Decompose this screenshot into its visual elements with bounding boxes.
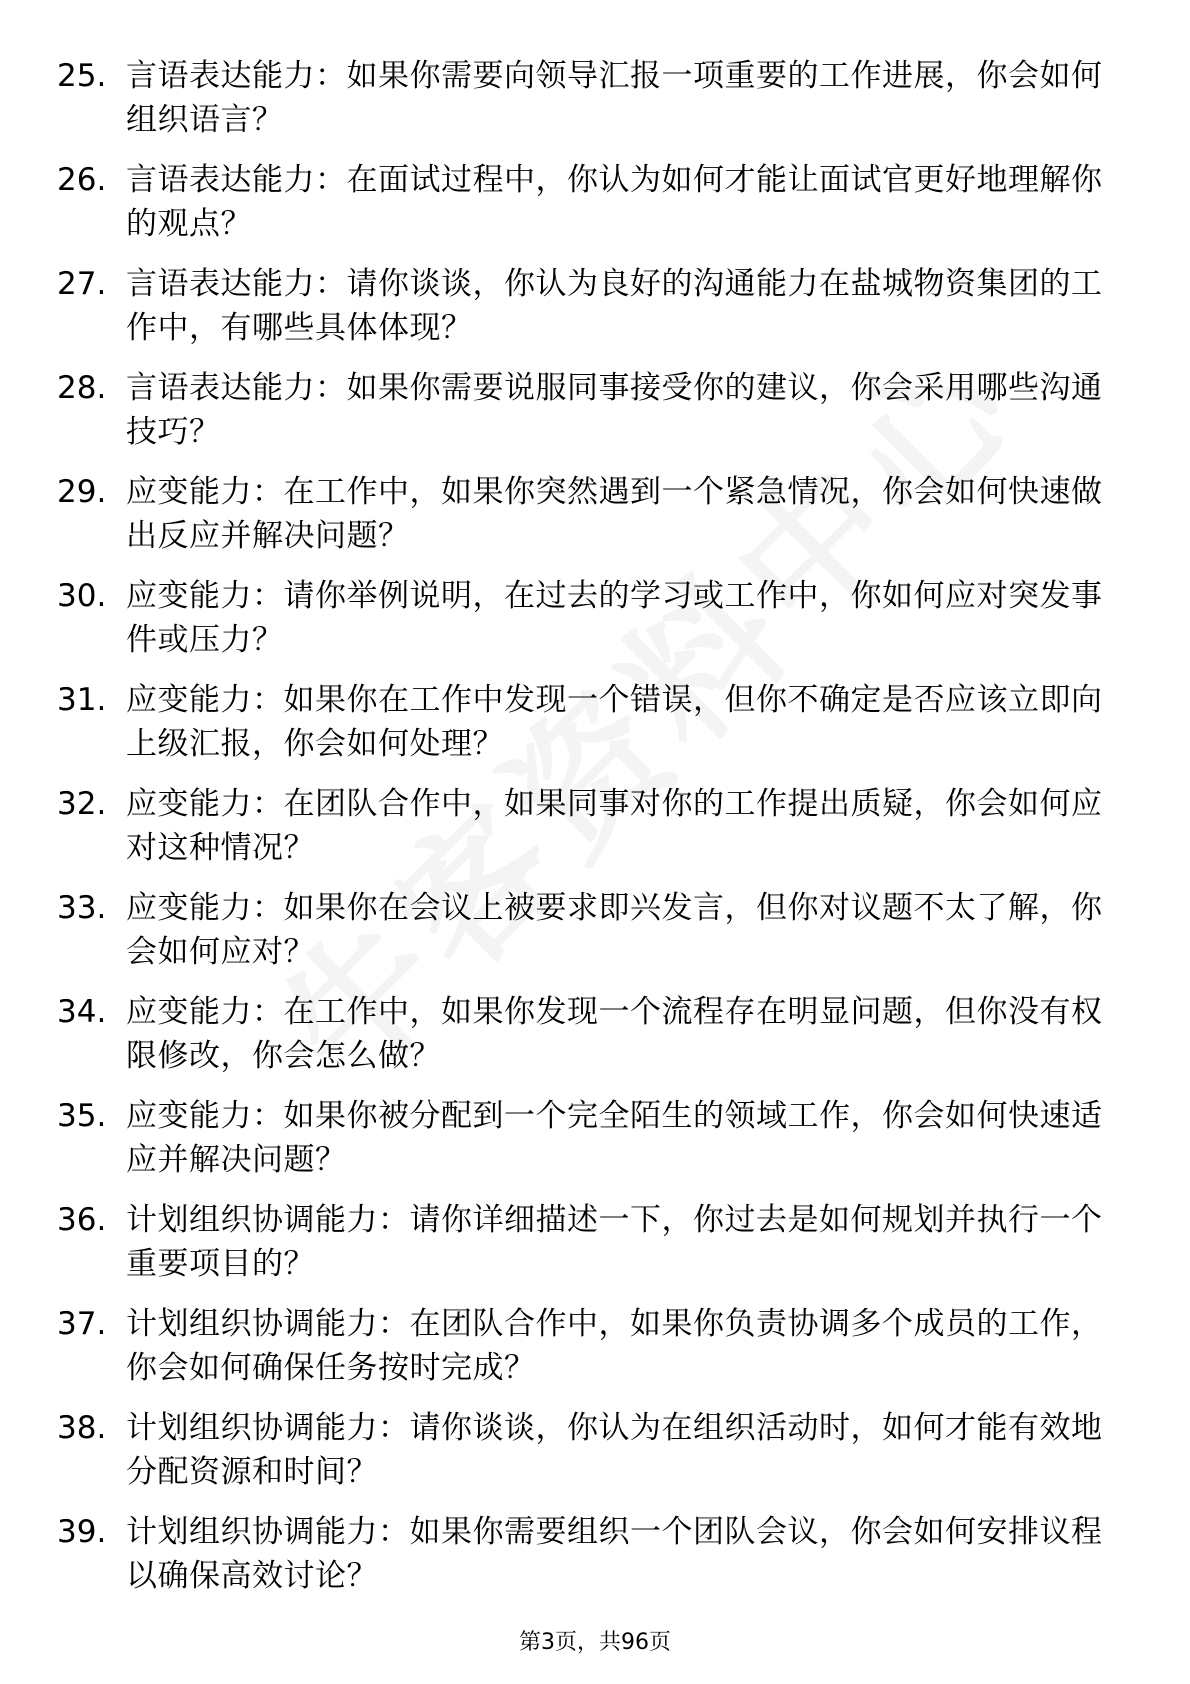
question-number: 39.	[57, 1514, 107, 1550]
question-item	[0, 990, 1190, 1094]
question-item	[0, 1094, 1190, 1198]
question-text: 计划组织协调能力：请你谈谈，你认为在组织活动时，如何才能有效地分配资源和时间？	[126, 1410, 1103, 1490]
question-text: 应变能力：如果你在会议上被要求即兴发言，但你对议题不太了解，你会如何应对？	[126, 890, 1103, 970]
question-number: 26.	[57, 162, 107, 198]
question-text: 计划组织协调能力：在团队合作中，如果你负责协调多个成员的工作，你会如何确保任务按时完成？	[126, 1306, 1103, 1386]
question-text: 计划组织协调能力：请你详细描述一下，你过去是如何规划并执行一个重要项目的？	[126, 1202, 1103, 1282]
question-item	[0, 262, 1190, 366]
question-list	[0, 54, 1190, 1614]
question-text: 应变能力：在工作中，如果你发现一个流程存在明显问题，但你没有权限修改，你会怎么做？	[126, 994, 1103, 1074]
question-item	[0, 470, 1190, 574]
question-item	[0, 366, 1190, 470]
question-number: 35.	[57, 1098, 107, 1134]
question-number: 28.	[57, 370, 107, 406]
page-footer: 第3页，共96页	[519, 1630, 671, 1655]
question-number: 29.	[57, 474, 107, 510]
question-text: 言语表达能力：如果你需要向领导汇报一项重要的工作进展，你会如何组织语言？	[126, 58, 1103, 138]
question-text: 应变能力：请你举例说明，在过去的学习或工作中，你如何应对突发事件或压力？	[126, 578, 1103, 658]
question-number: 33.	[57, 890, 107, 926]
question-number: 25.	[57, 58, 107, 94]
question-text: 言语表达能力：如果你需要说服同事接受你的建议，你会采用哪些沟通技巧？	[126, 370, 1103, 450]
question-number: 31.	[57, 682, 107, 718]
question-text: 计划组织协调能力：如果你需要组织一个团队会议，你会如何安排议程以确保高效讨论？	[126, 1514, 1103, 1594]
question-number: 30.	[57, 578, 107, 614]
question-number: 36.	[57, 1202, 107, 1238]
question-text: 应变能力：如果你被分配到一个完全陌生的领域工作，你会如何快速适应并解决问题？	[126, 1098, 1103, 1178]
question-number: 38.	[57, 1410, 107, 1446]
question-text: 应变能力：在工作中，如果你突然遇到一个紧急情况，你会如何快速做出反应并解决问题？	[126, 474, 1103, 554]
question-item	[0, 1302, 1190, 1406]
question-text: 应变能力：在团队合作中，如果同事对你的工作提出质疑，你会如何应对这种情况？	[126, 786, 1103, 866]
question-item	[0, 1198, 1190, 1302]
question-number: 37.	[57, 1306, 107, 1342]
question-text: 应变能力：如果你在工作中发现一个错误，但你不确定是否应该立即向上级汇报，你会如何处理？	[126, 682, 1103, 762]
question-text: 言语表达能力：在面试过程中，你认为如何才能让面试官更好地理解你的观点？	[126, 162, 1103, 242]
question-item	[0, 54, 1190, 158]
question-number: 32.	[57, 786, 107, 822]
question-text: 言语表达能力：请你谈谈，你认为良好的沟通能力在盐城物资集团的工作中，有哪些具体体现？	[126, 266, 1103, 346]
question-item	[0, 158, 1190, 262]
question-item	[0, 678, 1190, 782]
question-number: 34.	[57, 994, 107, 1030]
question-item	[0, 1406, 1190, 1510]
question-item	[0, 886, 1190, 990]
question-item	[0, 1510, 1190, 1614]
question-number: 27.	[57, 266, 107, 302]
question-item	[0, 782, 1190, 886]
question-item	[0, 574, 1190, 678]
